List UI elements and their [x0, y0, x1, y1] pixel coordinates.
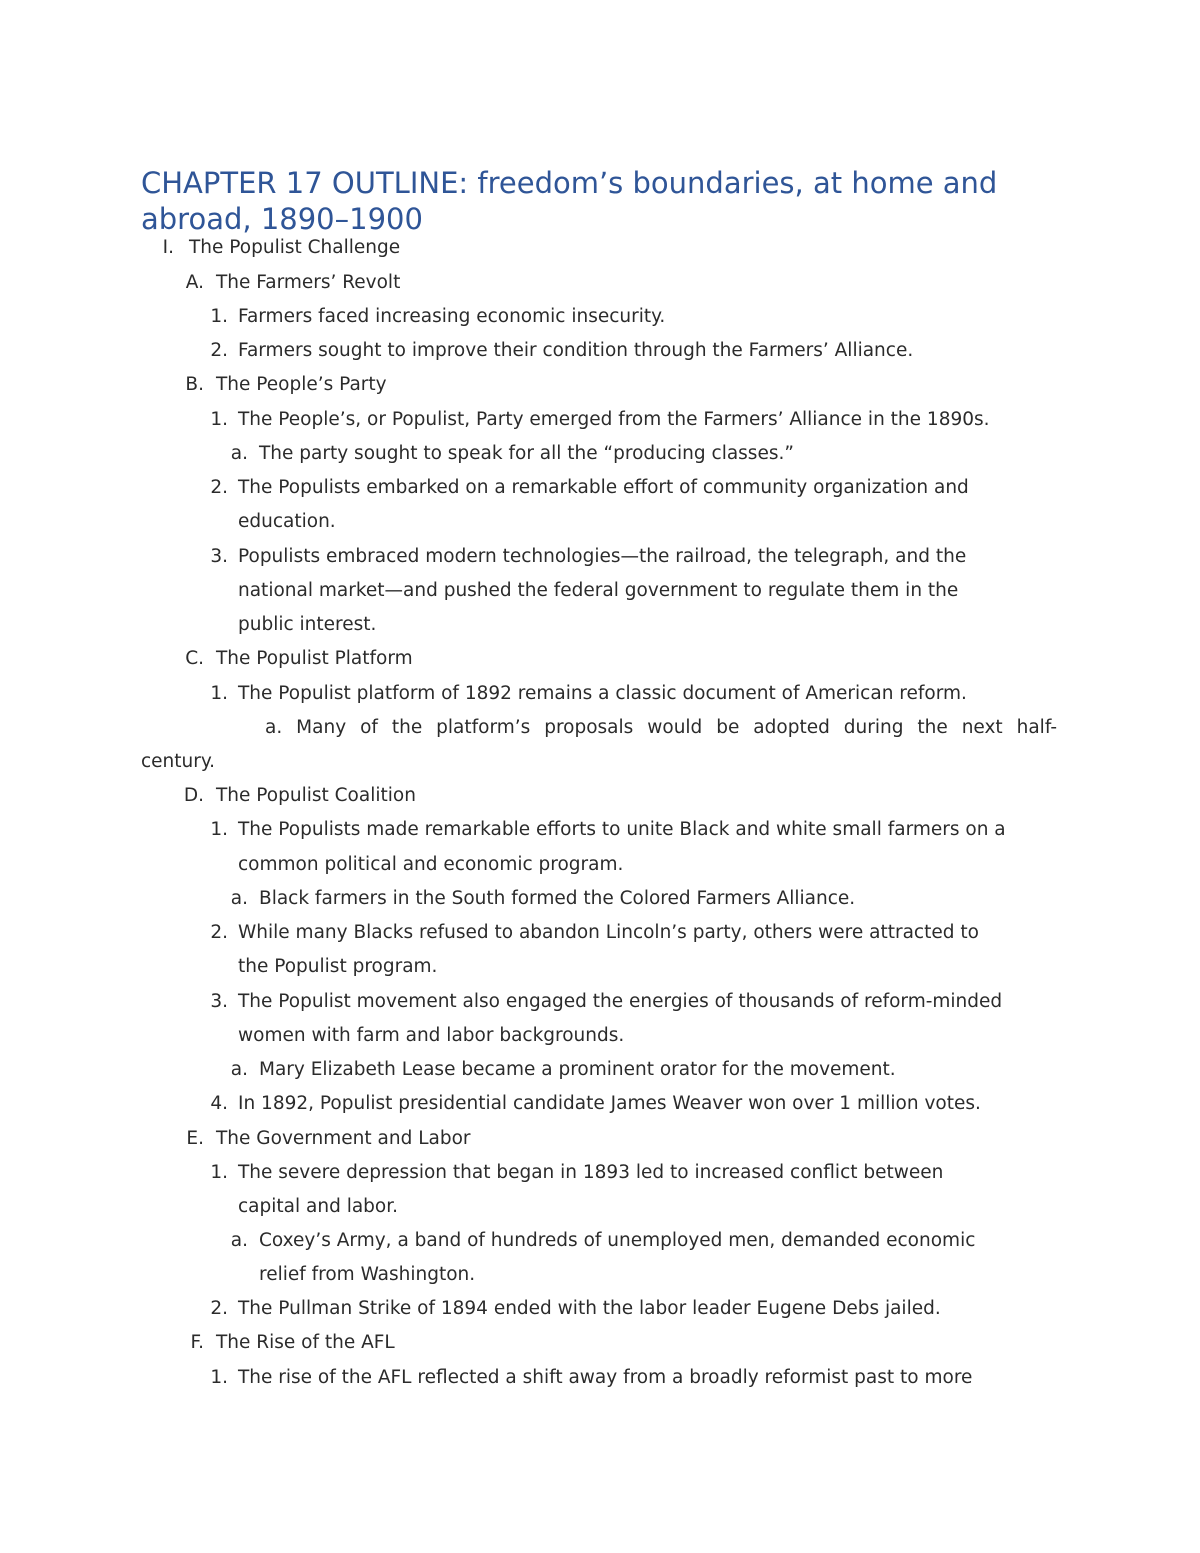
outline-marker: 1.	[210, 409, 228, 430]
outline-marker: 1.	[210, 819, 228, 840]
outline-marker: D.	[183, 785, 204, 806]
outline-text: Mary Elizabeth Lease became a prominent orator for the movement.	[259, 1059, 896, 1080]
outline-text: relief from Washington.	[259, 1264, 476, 1285]
outline-marker: E.	[186, 1128, 204, 1149]
outline-text: the Populist program.	[238, 956, 438, 977]
outline-marker: A.	[185, 272, 204, 293]
outline-text: The party sought to speak for all the “producing classes.”	[259, 443, 794, 464]
outline-text: The Rise of the AFL	[216, 1332, 395, 1353]
outline-text: The Populist Platform	[216, 648, 413, 669]
outline-text: The Farmers’ Revolt	[216, 272, 401, 293]
outline-marker: 1.	[210, 683, 228, 704]
outline-marker: 1.	[210, 1162, 228, 1183]
outline-text: The rise of the AFL reflected a shift away from a broadly reformist past to more	[238, 1367, 973, 1388]
outline-text: capital and labor.	[238, 1196, 399, 1217]
outline-text: common political and economic program.	[238, 854, 624, 875]
outline-marker: 1.	[210, 306, 228, 327]
outline-marker: 2.	[210, 1298, 228, 1319]
outline-marker: I.	[162, 237, 174, 258]
outline-text: The Pullman Strike of 1894 ended with the labor leader Eugene Debs jailed.	[238, 1298, 941, 1319]
outline-marker: a.	[230, 1059, 248, 1080]
outline-text: The Populist Challenge	[189, 237, 401, 258]
outline-marker: a.	[230, 443, 248, 464]
outline-text: In 1892, Populist presidential candidate James Weaver won over 1 million votes.	[238, 1093, 981, 1114]
outline-text: Populists embraced modern technologies—the railroad, the telegraph, and the	[238, 546, 967, 567]
outline-text: century.	[141, 751, 216, 772]
outline-marker: 3.	[210, 546, 228, 567]
outline-marker: 3.	[210, 991, 228, 1012]
outline-text: national market—and pushed the federal government to regulate them in the	[238, 580, 959, 601]
outline-text: The Populists embarked on a remarkable effort of community organization and	[238, 477, 969, 498]
outline-marker: 1.	[210, 1367, 228, 1388]
outline-marker: 2.	[210, 340, 228, 361]
outline-text: The Populists made remarkable efforts to unite Black and white small farmers on a	[238, 819, 1006, 840]
outline-text: The People’s, or Populist, Party emerged from the Farmers’ Alliance in the 1890s.	[238, 409, 990, 430]
outline-marker: C.	[185, 648, 204, 669]
outline-text: The Government and Labor	[216, 1128, 471, 1149]
outline-text: Coxey’s Army, a band of hundreds of unemployed men, demanded economic	[259, 1230, 976, 1251]
outline-text: The Populist movement also engaged the energies of thousands of reform-minded	[238, 991, 1003, 1012]
outline-marker: 2.	[210, 477, 228, 498]
outline-marker: a.	[230, 1230, 248, 1251]
outline-text: Many of the platform’s proposals would be adopted during the next half-	[296, 717, 1057, 738]
outline-text: education.	[238, 511, 336, 532]
outline-text: public interest.	[238, 614, 377, 635]
outline-marker: 2.	[210, 922, 228, 943]
outline-text: The Populist Coalition	[216, 785, 416, 806]
outline-text: Farmers faced increasing economic insecurity.	[238, 306, 666, 327]
outline-marker: a.	[230, 888, 248, 909]
outline-text: Farmers sought to improve their condition through the Farmers’ Alliance.	[238, 340, 914, 361]
outline-text: The People’s Party	[216, 374, 387, 395]
outline-item-C1a	[265, 711, 1057, 745]
outline-text: The Populist platform of 1892 remains a classic document of American reform.	[238, 683, 967, 704]
document-title: CHAPTER 17 OUTLINE: freedom’s boundaries, at home and abroad, 1890–1900	[141, 166, 998, 236]
outline-text: women with farm and labor backgrounds.	[238, 1025, 625, 1046]
outline-text: While many Blacks refused to abandon Lincoln’s party, others were attracted to	[238, 922, 979, 943]
outline-text: Black farmers in the South formed the Colored Farmers Alliance.	[259, 888, 856, 909]
outline-marker: a.	[265, 717, 283, 738]
outline-text: The severe depression that began in 1893 led to increased conflict between	[238, 1162, 944, 1183]
outline-marker: 4.	[210, 1093, 228, 1114]
outline-marker: F.	[190, 1332, 204, 1353]
outline-marker: B.	[185, 374, 204, 395]
